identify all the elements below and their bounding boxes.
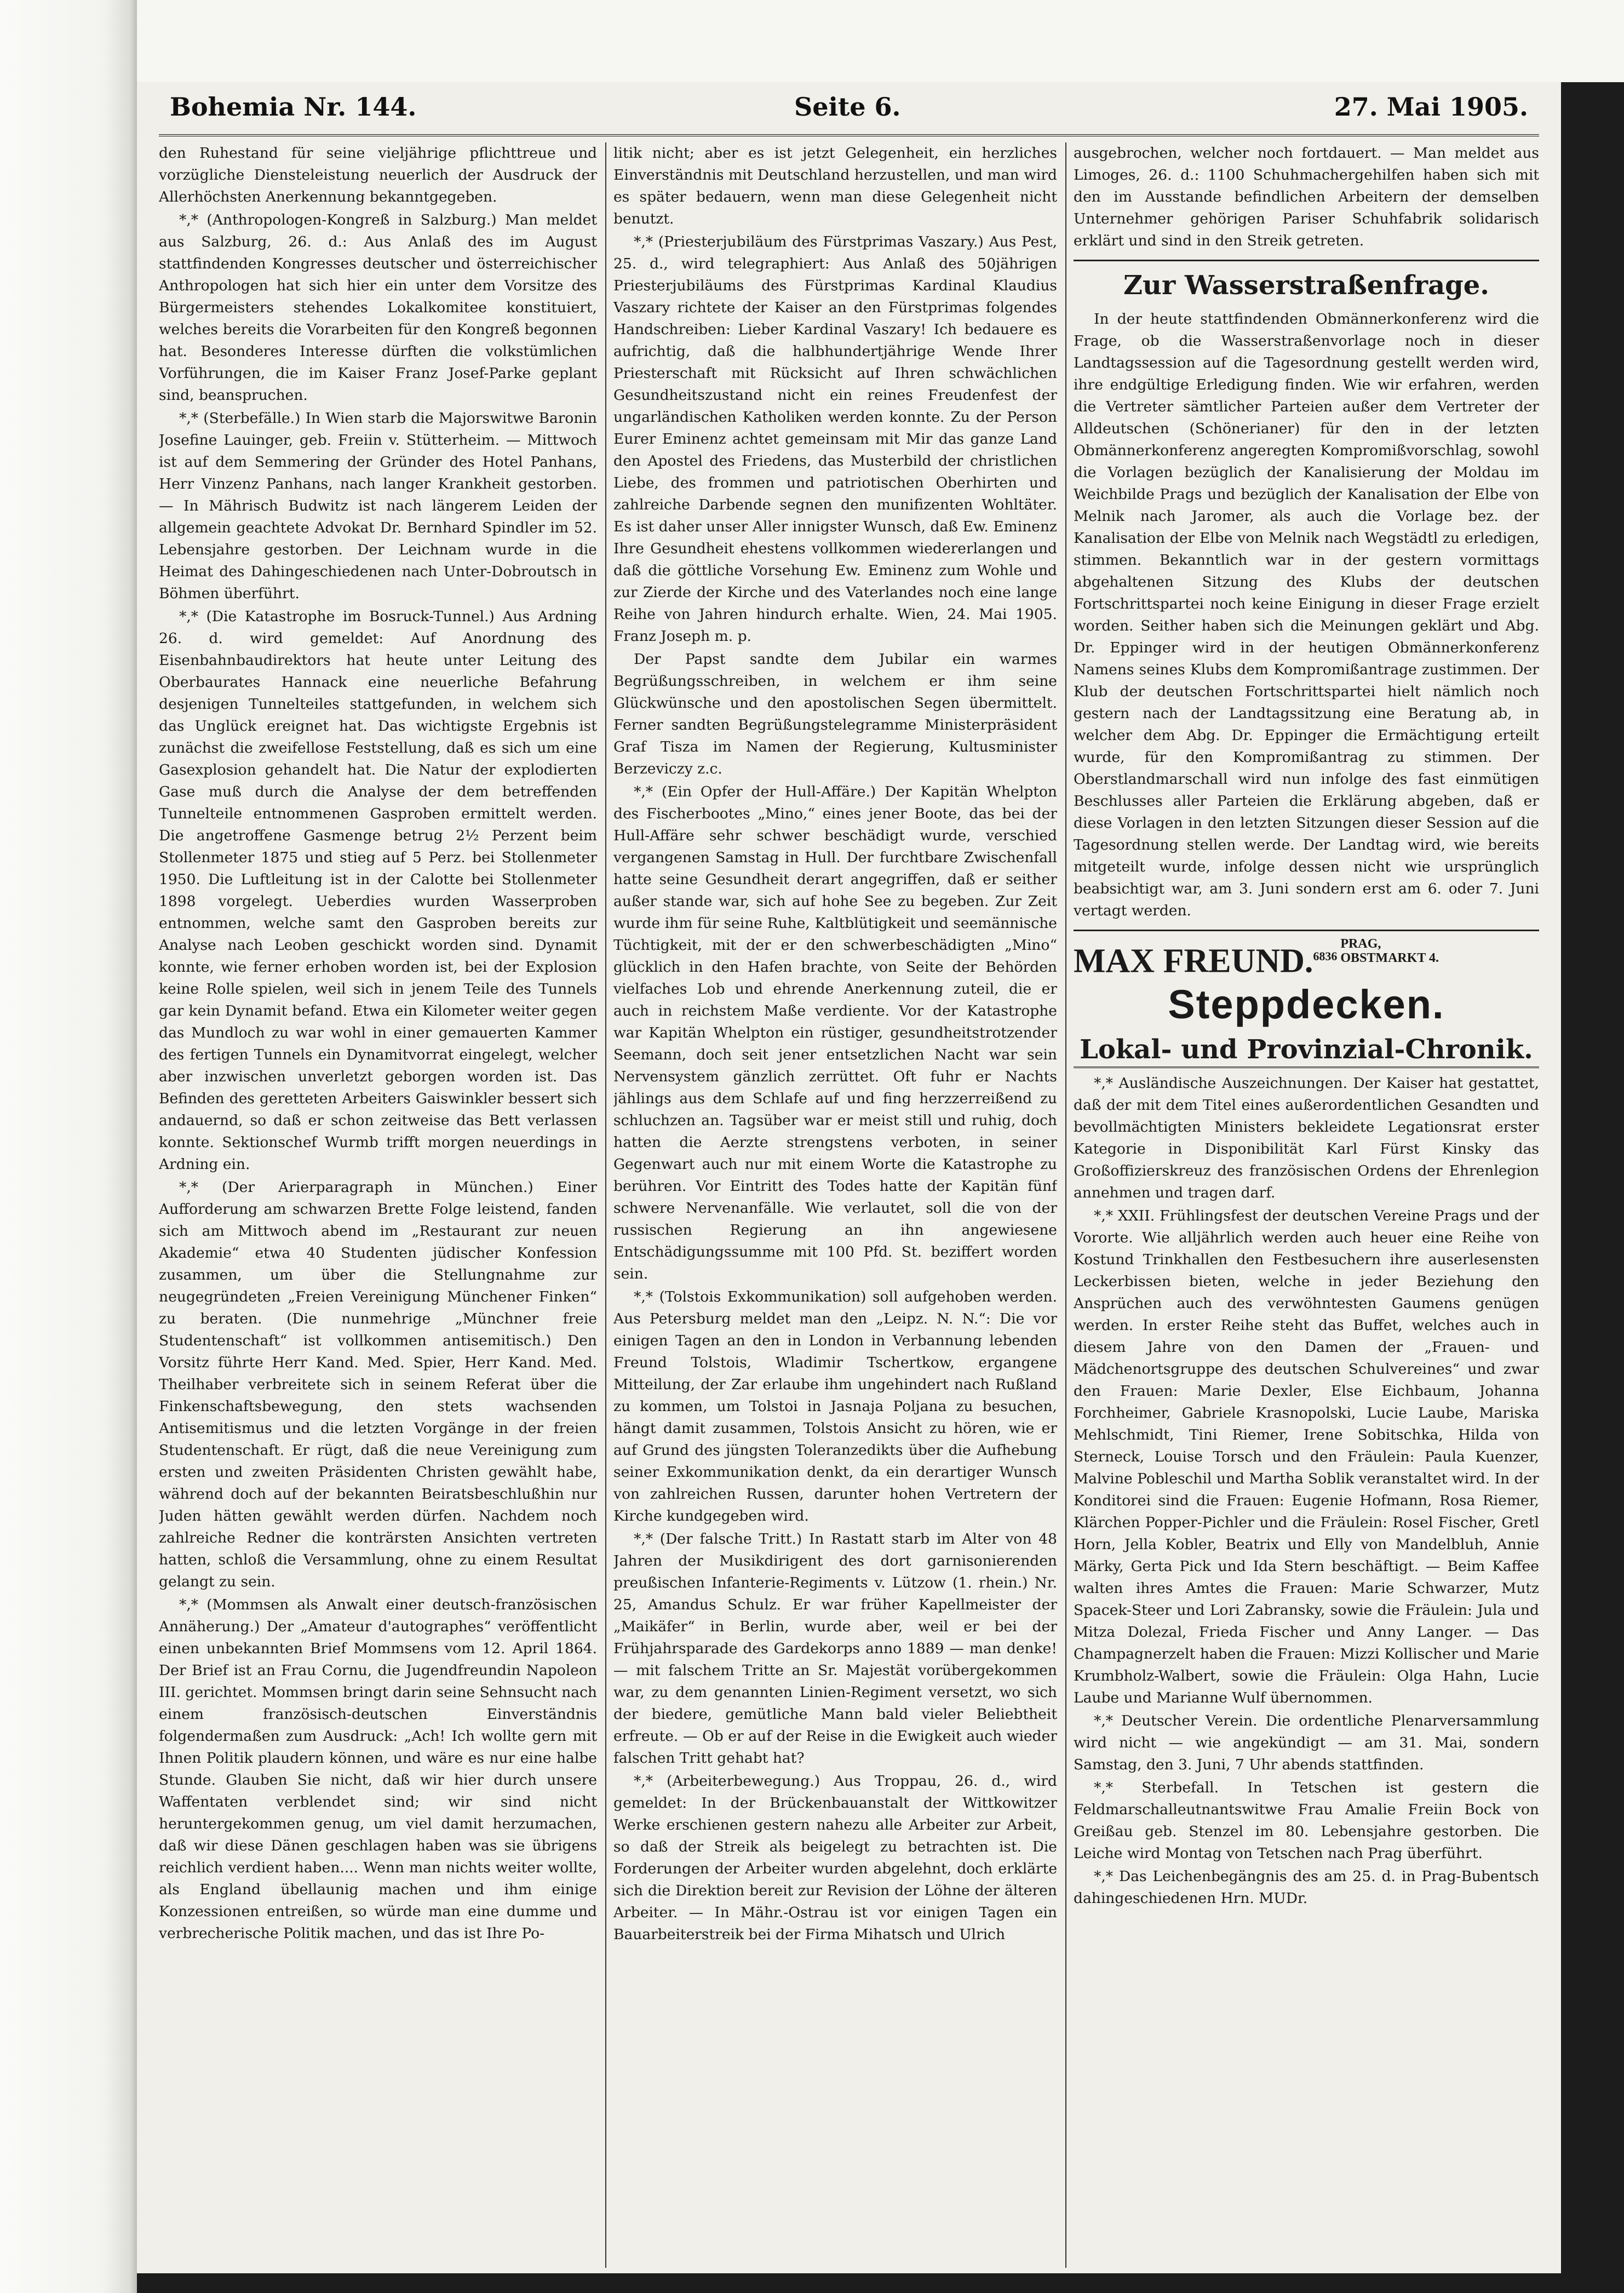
article-priesterjubilaeum: *,* (Priesterjubiläum des Fürstprimas Vaszary.) Aus Pest, 25. d., wird telegraphiert: Aus Anlaß des 50jährigen Priesterjubiläums des Fürstprimas Kardinal Klaudius Vaszary richtete der Kaiser an den Fürstprimas folgendes Handschreiben: Lieber Kardinal Vaszary! Ich bedauere es aufrichtig, daß die halbhundertjährige Wende Ihrer Priesterschaft mit Rücksicht auf Ihren schwächlichen Gesundheitszustand nicht ein reines Freudenfest der ungarländischen Katholiken werden konnte. Zu der Person Eurer Eminenz achtet gemeinsam mit Mir das ganze Land den Apostel des Friedens, das Musterbild der christlichen Liebe, des frommen und patriotischen Oberhirten und zahlreiche Darbende segnen den munifizenten Wohltäter. Es ist daher unser Aller innigster Wunsch, daß Ew. Eminenz Ihre Gesundheit ehestens vollkommen wiedererlangen und daß die göttliche Vorsehung Ew. Eminenz zum Wohle und zur Zierde der Kirche und des Vaterlandes noch eine lange Reihe von Jahren hindurch erhalte. Wien, 24. Mai 1905. Franz Joseph m. p. [613,233,1057,645]
article-arbeiterbewegung: *,* (Arbeiterbewegung.) Aus Troppau, 26. d., wird gemeldet: In der Brückenbauanstalt der Wittkowitzer Werke erschienen gestern nahezu alle Arbeiter zur Arbeit, so daß der Streik als beigelegt zu betrachten ist. Die Forderungen der Arbeiter wurden abgelehnt, doch erklärte sich die Direktion bereit zur Revision der Löhne der älteren Arbeiter. — In Mähr.-Ostrau ist vor einigen Tagen ein Bauarbeiterstreik bei der Firma Mihatsch und Ulrich [613,1773,1057,1943]
article-paragraph: den Ruhestand für seine vieljährige pflichttreue und vorzügliche Diensteleistung neuerlich der Ausdruck der Allerhöchsten Anerkennung bekanntgegeben. [159,145,597,205]
ad-location [1340,937,1439,965]
ad-location-street: OBSTMARKT 4. [1340,951,1439,965]
article-arierparagraph: *,* (Der Arierparagraph in München.) Einer Aufforderung am schwarzen Brette Folge leistend, fanden sich am Mittwoch abend im „Restaurant zur neuen Akademie“ etwa 40 Studenten jüdischer Konfession zusammen, um über die Stellungnahme zur neugegründeten „Freien Vereinigung Münchener Finken“ zu beraten. (Die nunmehrige „Münchner freie Studentenschaft“ ist vollkommen antisemitisch.) Den Vorsitz führte Herr Kand. Med. Spier, Herr Kand. Med. Theilhaber verbreitete sich in seinem Referat über die Finkenschaftsbewegung, den stets wachsenden Antisemitismus und die letzten Vorgänge in der freien Studentenschaft. Er rügt, daß die neue Vereinigung zum ersten und zweiten Präsidenten Christen gewählt habe, während doch auf der bekannten Beiratsbeschlußhin nur Juden hätten gewählt werden dürfen. Nachdem noch zahlreiche Redner die konträrsten Ansichten vertreten hatten, schloß die Versammlung, ohne zu einem Resultat gelangt zu sein. [159,1179,597,1590]
ad-code: 6836 [1313,949,1338,963]
column-divider [605,142,606,2268]
article-anthropologen: *,* (Anthropologen-Kongreß in Salzburg.) Man meldet aus Salzburg, 26. d.: Aus Anlaß des im August stattfindenden Kongresses deutscher und österreichischer Anthropologen hat sich hier ein unter dem Vorsitze des Bürgermeisters stehendes Lokalkomitee konstituiert, welches bereits die Vorarbeiten für den Kongreß begonnen hat. Besonderes Interesse dürften die volkstümlichen Vorführungen, die im Kaiser Franz Josef-Parke geplant sind, beanspruchen. [159,211,597,404]
column-middle [613,142,1057,2268]
ad-location-city: PRAG, [1340,937,1381,951]
section-rule [1074,260,1539,261]
column-divider [1065,142,1066,2268]
article-sterbefaelle: *,* (Sterbefälle.) In Wien starb die Majorswitwe Baronin Josefine Lauinger, geb. Freiin v. Stütterheim. — Mittwoch ist auf dem Semmering der Gründer des Hotel Panhans, Herr Vinzenz Panhans, nach langer Krankheit gestorben. — In Mährisch Budwitz ist nach längerem Leiden der allgemein geachtete Advokat Dr. Bernhard Spindler im 52. Lebensjahre gestorben. Der Leichnam wurde in die Heimat des Dahingeschiedenen nach Unter-Dobroutsch in Böhmen überführt. [159,410,597,602]
article-paragraph: litik nicht; aber es ist jetzt Gelegenheit, ein herzliches Einverständnis mit Deutschland herzustellen, und man wird es später bedauern, wenn man diese Gelegenheit nicht benutzt. [613,145,1057,227]
section-rule [1074,930,1539,931]
article-paragraph: Der Papst sandte dem Jubilar ein warmes Begrüßungsschreiben, in welchem er ihm seine Glückwünsche und den apostolischen Segen übermittelt. Ferner sandten Begrüßungstelegramme Ministerpräsident Graf Tisza im Namen der Regierung, Kultusminister Berzeviczy z.c. [613,651,1057,777]
article-tolstoi: *,* (Tolstois Exkommunikation) soll aufgehoben werden. Aus Petersburg meldet man den „Leipz. N. N.“: Die vor einigen Tagen an den in London in Verbannung lebenden Freund Tolstois, Wladimir Tschertkow, ergangene Mitteilung, der Zar erlaube ihm ungehindert nach Rußland zu kommen, um Tolstoi in Jasnaja Poljana zu besuchen, hängt damit zusammen, Tolstois Ansicht zu hören, wie er auf Grund des jüngsten Toleranzedikts über die Aufhebung seiner Exkommunikation denkt, da ein derartiger Wunsch von zahlreichen Russen, darunter hohen Vertretern der Kirche kundgegeben wird. [613,1288,1057,1524]
article-wasserstrassenfrage: In der heute stattfindenden Obmännerkonferenz wird die Frage, ob die Wasserstraßenvorlage noch in dieser Landtagssession auf die Tagesordnung gestellt werden wird, ihre endgültige Erledigung finden. Wie wir erfahren, werden die Vertreter sämtlicher Parteien außer dem Vertreter der Alldeutschen (Schönerianer) für den in der letzten Obmännerkonferenz angeregten Kompromißvorschlag, sowohl die Vorlagen bezüglich der Kanalisierung der Moldau im Weichbilde Prags und bezüglich der Kanalisation der Elbe von Melnik nach Jaromer, als auch die Vorlage bez. der Kanalisation der Elbe von Melnik nach Wegstädtl zu erledigen, stimmen. Bekanntlich war in der gestern vormittags abgehaltenen Sitzung des Klubs der deutschen Fortschrittspartei noch keine Einigung in dieser Frage erzielt worden. Seither haben sich die Meinungen geklärt und Abg. Dr. Eppinger wird in der heutigen Obmännerkonferenz Namens seines Klubs dem Kompromißantrage zustimmen. Der Klub der deutschen Fortschrittspartei hielt nämlich noch gestern nach der Landtagssitzung eine Beratung ab, in welcher dem Abg. Dr. Eppinger die Ermächtigung erteilt wurde, für den Kompromißantrag zu stimmen. Der Oberstlandmarschall wird nun infolge des fast einmütigen Beschlusses aller Parteien die Erklärung abgeben, daß er diese Vorlagen in den letzten Sitzungen dieser Session auf die Tagesordnung stellen werde. Der Landtag wird, wie bereits mitgeteilt wurde, infolge dessen nicht wie ursprünglich beabsichtigt war, am 3. Juni sondern erst am 6. oder 7. Juni vertagt werden. [1074,311,1539,919]
article-falsche-tritt: *,* (Der falsche Tritt.) In Rastatt starb im Alter von 48 Jahren der Musikdirigent des dort garnisonierenden preußischen Infanterie-Regiments v. Lützow (1. rhein.) Nr. 25, Amandus Schulz. Er war früher Kapellmeister der „Maikäfer“ in Berlin, wurde aber, weil er bei der Frühjahrsparade des Gardekorps anno 1889 — man denke! — mit falschem Tritte an Sr. Majestät vorübergekommen war, zu dem genannten Linien-Regiment versetzt, wo sich der biedere, gemütliche Mann bald vieler Beliebtheit erfreute. — Ob er auf der Reise in die Ewigkeit auch wieder falschen Tritt gehabt hat? [613,1530,1057,1767]
page-number: Seite 6. [794,92,901,122]
issue-date: 27. Mai 1905. [1334,92,1528,122]
newspaper-page [137,82,1561,2273]
article-auszeichnungen: *,* Ausländische Auszeichnungen. Der Kaiser hat gestattet, daß der mit dem Titel eines außerordentlichen Gesandten und bevollmächtigten Ministers bekleidete Legationsrat erster Kategorie in Disponibilität Karl Fürst Kinsky das Großoffizierskreuz des französischen Ordens der Ehrenlegion annehmen und tragen darf. [1074,1074,1539,1201]
ad-company-text: MAX FREUND. [1074,942,1313,980]
advertisement [1074,937,1539,1028]
article-fruehlingsfest: *,* XXII. Frühlingsfest der deutschen Vereine Prags und der Vororte. Wie alljährlich werden auch heuer eine Reihe von Kostund Trinkhallen den Festbesuchern ihre auserlesensten Leckerbissen bieten, welche in jeder Beziehung den Ansprüchen auch des verwöhntesten Gaumens genügen werden. In erster Reihe steht das Buffet, welches auch in diesem Jahre von den Damen der „Frauen- und Mädchenortsgruppe des deutschen Schulvereines“ und zwar den Frauen: Marie Dexler, Else Eichbaum, Johanna Forchheimer, Gabriele Krasnopolski, Lucie Laube, Mariska Mehlschmidt, Tini Riemer, Irene Sobitschka, Hilda von Sterneck, Louise Torsch und den Fräulein: Paula Kuenzer, Malvine Pobleschil und Martha Soblik veranstaltet wird. In der Konditorei sind die Frauen: Eugenie Hofmann, Rosa Riemer, Klärchen Popper-Pichler und die Fräulein: Rosel Fischer, Gretl Horn, Jella Kobler, Beatrix und Elly von Mandelbluh, Annie Märky, Gerta Pick und Ida Stern beschäftigt. — Beim Kaffee walten ihres Amtes die Frauen: Marie Schwarzer, Mutz Spacek-Steer und Lori Zabransky, sowie die Fräulein: Jula und Mitza Dolezal, Frieda Fischer und Anny Langer. — Das Champagnerzelt haben die Frauen: Mizzi Kollischer und Marie Krumbholz-Walbert, sowie die Fräulein: Olga Hahn, Lucie Laube und Marianne Wulf übernommen. [1074,1207,1539,1706]
header-rule [159,134,1539,136]
article-mommsen: *,* (Mommsen als Anwalt einer deutsch-französischen Annäherung.) Der „Amateur d'autographes“ veröffentlicht einen unbekannten Brief Mommsens vom 12. April 1864. Der Brief ist an Frau Cornu, die Jugendfreundin Napoleon III. gerichtet. Mommsen bringt darin seine Sehnsucht nach einem französisch-deutschen Einverständnis folgendermaßen zum Ausdruck: „Ach! Ich wollte gern mit Ihnen Politik plaudern können, und wäre es nur eine halbe Stunde. Glauben Sie nicht, daß wir hier durch unsere Waffentaten verblendet sind; wir sind nicht heruntergekommen genug, um viel damit herzumachen, daß wir diese Dänen geschlagen haben was sie übrigens reichlich verdient haben.... Wenn man nichts weiter wollte, als England übellaunig machen und ihm einige Konzessionen entreißen, so würde man eine dumme und verbrecherische Politik machen, und das ist Ihre Po- [159,1596,597,1942]
scan-binding-edge [0,0,137,2293]
ad-company-name [1074,937,1539,981]
section-heading-lokal-chronik: Lokal- und Provinzial-Chronik. [1074,1033,1539,1068]
article-bosruck-tunnel: *,* (Die Katastrophe im Bosruck-Tunnel.) Aus Ardning 26. d. wird gemeldet: Auf Anordnung des Eisenbahnbaudirektors hat heute unter Leitung des Oberbaurates Hannack eine neuerliche Befahrung desjenigen Tunnelteiles stattgefunden, in welchem sich das Unglück ereignet hat. Das wichtigste Ergebnis ist zunächst die zweifellose Feststellung, daß es sich um eine Gasexplosion gehandelt hat. Die Natur der explodierten Gase muß durch die Analyse der dem betreffenden Tunnelteile entnommenen Gasproben ermittelt werden. Die angetroffene Gasmenge betrug 2½ Perzent beim Stollenmeter 1875 und stieg auf 5 Perz. bei Stollenmeter 1950. Die Luftleitung ist in der Calotte bei Stollenmeter 1898 vorgelegt. Ueberdies wurden Wasserproben entnommen, welche samt den Gasproben bereits zur Analyse nach Leoben geschickt worden sind. Dynamit konnte, wie ferner erhoben worden ist, bei der Explosion keine Rolle spielen, weil sich in jenem Teile des Tunnels gar kein Dynamit befand. Etwa ein Kilometer weiter gegen das Mundloch zu war wohl in einer gemauerten Kammer des fertigen Tunnels ein Dynamitvorrat eingelegt, welcher aber inzwischen unverletzt geborgen worden ist. Das Befinden des geretteten Arbeiters Gaiswinkler bessert sich andauernd, so daß er schon zeitweise das Bett verlassen konnte. Sektionschef Wurmb trifft morgen neuerdings in Ardning ein. [159,608,597,1173]
article-hull-affaere: *,* (Ein Opfer der Hull-Affäre.) Der Kapitän Whelpton des Fischerbootes „Mino,“ eines jener Boote, das bei der Hull-Affäre sehr schwer beschädigt wurde, verschied vergangenen Samstag in Hull. Der furchtbare Zwischenfall hatte seine Gesundheit derart angegriffen, daß er seither außer stande war, sich auf hohe See zu begeben. Zur Zeit wurde ihm für seine Ruhe, Kaltblütigkeit und seemännische Tüchtigkeit, mit der er den schwerbeschädigten „Mino“ glücklich in den Hafen brachte, von Seite der Behörden vielfaches Lob und ehrende Anerkennung zuteil, die er auch in reichstem Maße verdiente. Vor der Katastrophe war Kapitän Whelpton ein rüstiger, gesundheitstrotzender Seemann, doch seit jener entsetzlichen Nacht war sein Nervensystem gänzlich zerrüttet. Oft fuhr er Nachts jählings aus dem Schlafe auf und fing herzzerreißend zu schluchzen an. Tagsüber war er meist still und ruhig, doch hatten die Aerzte strengstens verboten, in seiner Gegenwart auch nur mit einem Worte die Katastrophe zu berühren. Vor Eintritt des Todes hatte der Kapitän fünf schwere Nervenanfälle. Wie verlautet, soll die von der russischen Regierung an ihn angewiesene Entschädigungssumme mit 100 Pfd. St. beziffert worden sein. [613,783,1057,1282]
page-header [170,92,1528,136]
section-heading-wasserstrassen: Zur Wasserstraßenfrage. [1123,270,1489,301]
column-left [159,142,597,2268]
article-deutscher-verein: *,* Deutscher Verein. Die ordentliche Plenarversammlung wird nicht — wie angekündigt — am 31. Mai, sondern Samstag, den 3. Juni, 7 Uhr abends stattfinden. [1074,1712,1539,1773]
article-leichenbegaengnis: *,* Das Leichenbegängnis des am 25. d. in Prag-Bubentsch dahingeschiedenen Hrn. MUDr. [1074,1867,1539,1907]
masthead-issue: Bohemia Nr. 144. [170,92,417,122]
ad-product: Steppdecken. [1168,981,1445,1027]
column-right [1074,142,1539,2268]
scan-top-margin [137,0,1624,82]
article-paragraph: ausgebrochen, welcher noch fortdauert. — Man meldet aus Limoges, 26. d.: 1100 Schuhmachergehilfen haben sich mit den im Ausstande befindlichen Arbeitern der demselben Unternehmer gehörigen Pariser Schuhfabrik solidarisch erklärt und sind in den Streik getreten. [1074,145,1539,249]
article-sterbefall: *,* Sterbefall. In Tetschen ist gestern die Feldmarschalleutnantswitwe Frau Amalie Freiin Bock von Greißau geb. Stenzel im 80. Lebensjahre gestorben. Die Leiche wird Montag von Tetschen nach Prag überführt. [1074,1779,1539,1862]
